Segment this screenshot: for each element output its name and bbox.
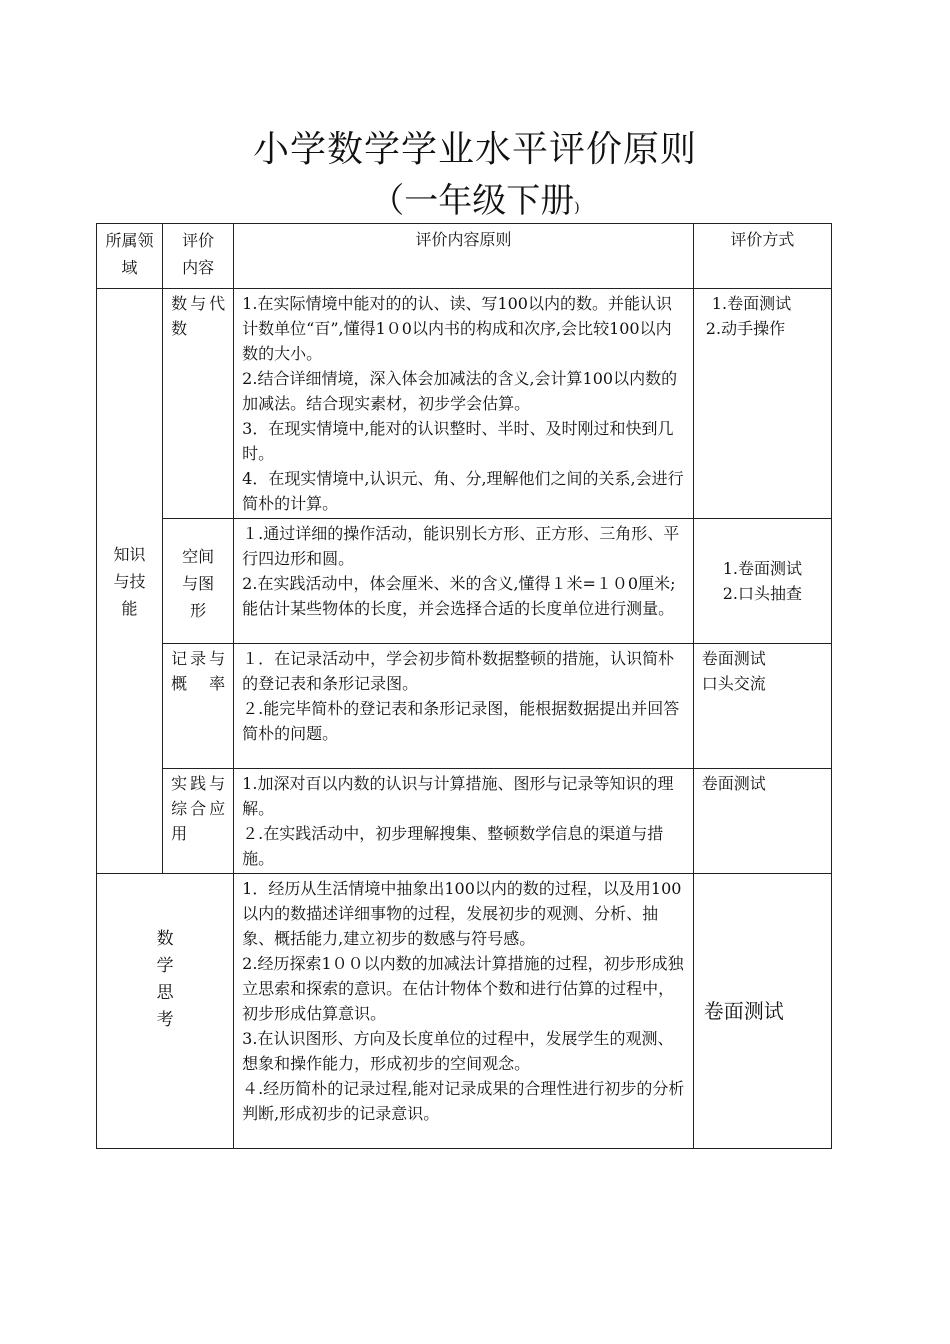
method-cell (693, 644, 831, 769)
content-paragraph: 2.经历探索1００以内数的加减法计算措施的过程，初步形成独立思索和探索的意识。在估计物体个数和进行估算的过程中，初步形成估算意识。 (242, 954, 684, 1023)
method-line: 卷面测试 (701, 649, 766, 668)
content-cell (234, 289, 694, 519)
method-cell (693, 289, 831, 519)
content-paragraph: 1.在实际情境中能对的的认、读、写100以内的数。并能认识计数单位“百”,懂得1０0以内书的构成和次序,会比较100以内数的大小。 (242, 294, 672, 363)
item-cell: 数与代数 (163, 289, 234, 519)
subtitle-text: （一年级下册 (370, 181, 575, 221)
content-paragraph: 1.加深对百以内数的认识与计算措施、图形与记录等知识的理解。 (242, 774, 674, 818)
content-paragraph: 4．在现实情境中,认识元、角、分,理解他们之间的关系,会进行简朴的计算。 (242, 469, 684, 513)
content-paragraph: 3.在认识图形、方向及长度单位的过程中，发展学生的观测、想象和操作能力，形成初步的空间观念。 (242, 1029, 674, 1073)
document-subtitle (0, 180, 950, 229)
table-row (97, 519, 832, 644)
table-row (97, 289, 832, 519)
method-line: 1.卷面测试 (711, 294, 792, 313)
method-line: 2.口头抽查 (722, 584, 803, 603)
table-row (97, 644, 832, 769)
header-domain: 所属领域 (97, 224, 163, 289)
method-cell (693, 769, 831, 874)
subtitle-close-paren: ) (574, 200, 580, 216)
content-paragraph: １．在记录活动中，学会初步简朴数据整顿的措施，认识简朴的登记表和条形记录图。 (242, 649, 675, 693)
content-paragraph: ４.经历简朴的记录过程,能对记录成果的合理性进行初步的分析判断,形成初步的记录意识。 (242, 1079, 685, 1123)
method-line: 卷面测试 (703, 998, 784, 1023)
document-title: 小学数学学业水平评价原则 (252, 129, 697, 170)
table-row (97, 769, 832, 874)
item-cell: 实践与综合应用 (163, 769, 234, 874)
content-cell (234, 769, 694, 874)
content-paragraph: ２.能完毕简朴的登记表和条形记录图，能根据数据提出并回答简朴的问题。 (242, 699, 680, 743)
header-content: 评价内容原则 (234, 224, 694, 289)
method-line: 卷面测试 (701, 774, 766, 793)
content-paragraph: １.通过详细的操作活动，能识别长方形、正方形、三角形、平行四边形和圆。 (242, 524, 680, 568)
content-paragraph: 3．在现实情境中,能对的认识整时、半时、及时刚过和快到几时。 (242, 419, 674, 463)
item-cell: 空间与图形 (163, 519, 234, 644)
content-cell (234, 874, 694, 1149)
content-paragraph: 2.结合详细情境，深入体会加减法的含义,会计算100以内数的加减法。结合现实素材，初步学会估算。 (242, 369, 678, 413)
method-cell (693, 874, 831, 1149)
domain-math-thinking: 数学思考 (97, 874, 234, 1149)
content-paragraph: 2.在实践活动中，体会厘米、米的含义,懂得１米=１０0厘米;能估计某些物体的长度，并会选择合适的长度单位进行测量。 (242, 574, 676, 618)
content-cell (234, 644, 694, 769)
content-paragraph: ２.在实践活动中，初步理解搜集、整顿数学信息的渠道与措施。 (242, 824, 664, 868)
domain-knowledge-skills: 知识与技能 (97, 289, 163, 874)
item-cell: 记录与概率 (163, 644, 234, 769)
content-cell (234, 519, 694, 644)
method-line: 口头交流 (701, 674, 766, 693)
header-method: 评价方式 (693, 224, 831, 289)
method-cell (693, 519, 831, 644)
evaluation-table (96, 223, 832, 1149)
method-line: 2.动手操作 (705, 319, 786, 338)
content-paragraph: 1．经历从生活情境中抽象出100以内的数的过程，以及用100以内的数描述详细事物的过程，发展初步的观测、分析、抽象、概括能力,建立初步的数感与符号感。 (242, 879, 682, 948)
header-row (97, 224, 832, 289)
header-item: 评价内容 (163, 224, 234, 289)
table-row (97, 874, 832, 1149)
method-line: 1.卷面测试 (722, 559, 803, 578)
